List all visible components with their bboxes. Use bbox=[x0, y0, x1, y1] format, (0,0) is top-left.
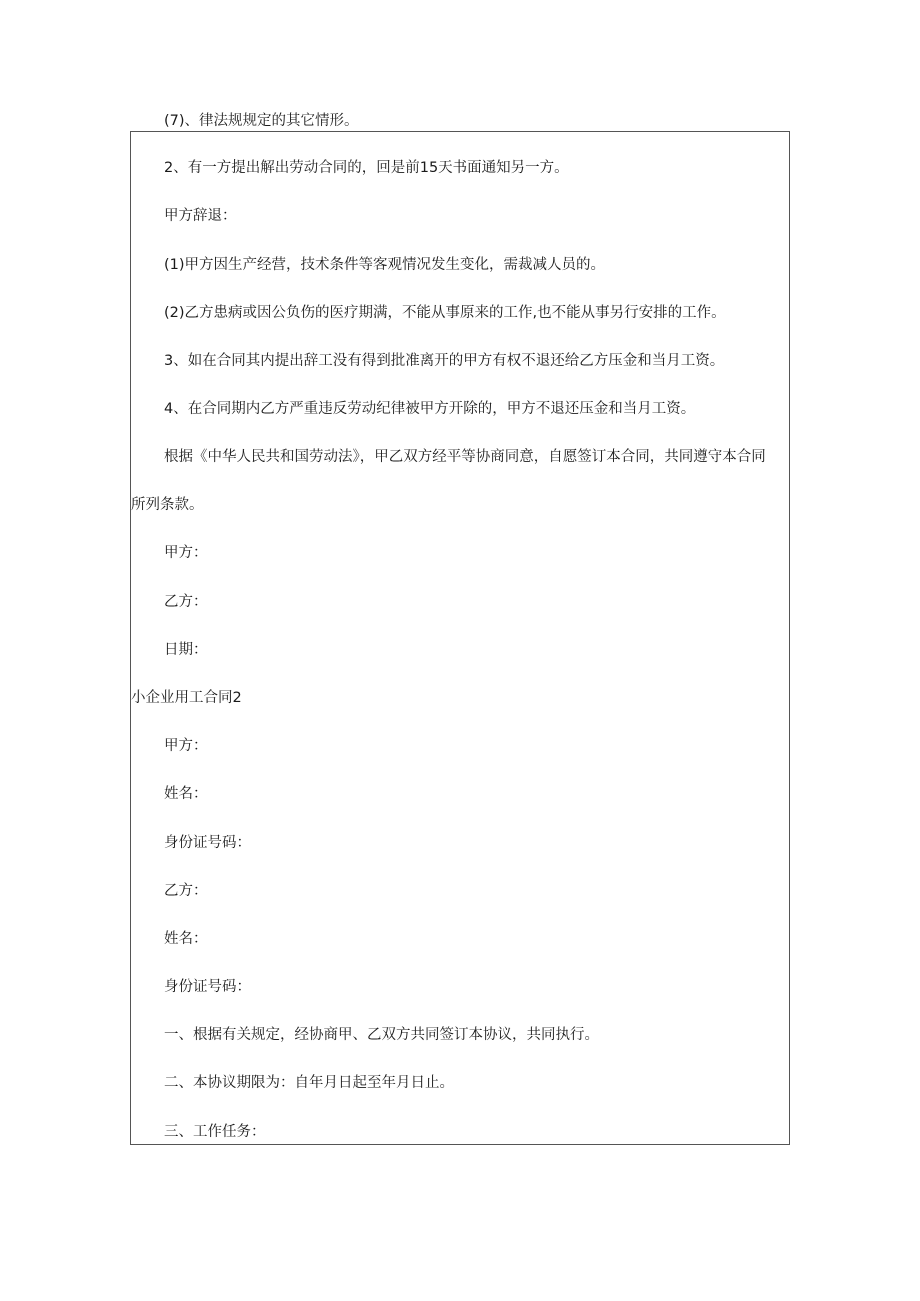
contract-2-article-1: 一、根据有关规定，经协商甲、乙双方共同签订本协议，共同执行。 bbox=[164, 1027, 599, 1043]
contract-2-title: 小企业用工合同2 bbox=[131, 690, 242, 706]
signature-date: 日期： bbox=[164, 642, 208, 658]
paragraph-basis-line-2: 所列条款。 bbox=[131, 497, 204, 513]
contract-2-party-b-id: 身份证号码： bbox=[164, 979, 251, 995]
paragraph-party-a-dismiss: 甲方辞退： bbox=[164, 208, 237, 224]
top-line-clause-7: (7)、律法规规定的其它情形。 bbox=[164, 113, 359, 129]
contract-2-article-3: 三、工作任务： bbox=[164, 1124, 266, 1140]
paragraph-basis-line-1: 根据《中华人民共和国劳动法》，甲乙双方经平等协商同意，自愿签订本合同，共同遵守本合同 bbox=[164, 449, 766, 465]
paragraph-reason-2: (2)乙方患病或因公负伤的医疗期满，不能从事原来的工作,也不能从事另行安排的工作。 bbox=[164, 305, 726, 321]
paragraph-clause-4: 4、在合同期内乙方严重违反劳动纪律被甲方开除的，甲方不退还压金和当月工资。 bbox=[164, 401, 696, 417]
contract-2-party-a-name: 姓名： bbox=[164, 786, 208, 802]
contract-2-party-a: 甲方： bbox=[164, 738, 208, 754]
contract-2-article-2: 二、本协议期限为：自年月日起至年月日止。 bbox=[164, 1075, 454, 1091]
contract-2-party-a-id: 身份证号码： bbox=[164, 835, 251, 851]
signature-party-a: 甲方： bbox=[164, 545, 208, 561]
contract-2-party-b-name: 姓名： bbox=[164, 931, 208, 947]
paragraph-notice: 2、有一方提出解出劳动合同的，回是前15天书面通知另一方。 bbox=[164, 160, 569, 176]
signature-party-b: 乙方： bbox=[164, 594, 208, 610]
contract-2-party-b: 乙方： bbox=[164, 883, 208, 899]
paragraph-reason-1: (1)甲方因生产经营，技术条件等客观情况发生变化，需裁减人员的。 bbox=[164, 257, 606, 273]
paragraph-clause-3: 3、如在合同其内提出辞工没有得到批准离开的甲方有权不退还给乙方压金和当月工资。 bbox=[164, 353, 725, 369]
